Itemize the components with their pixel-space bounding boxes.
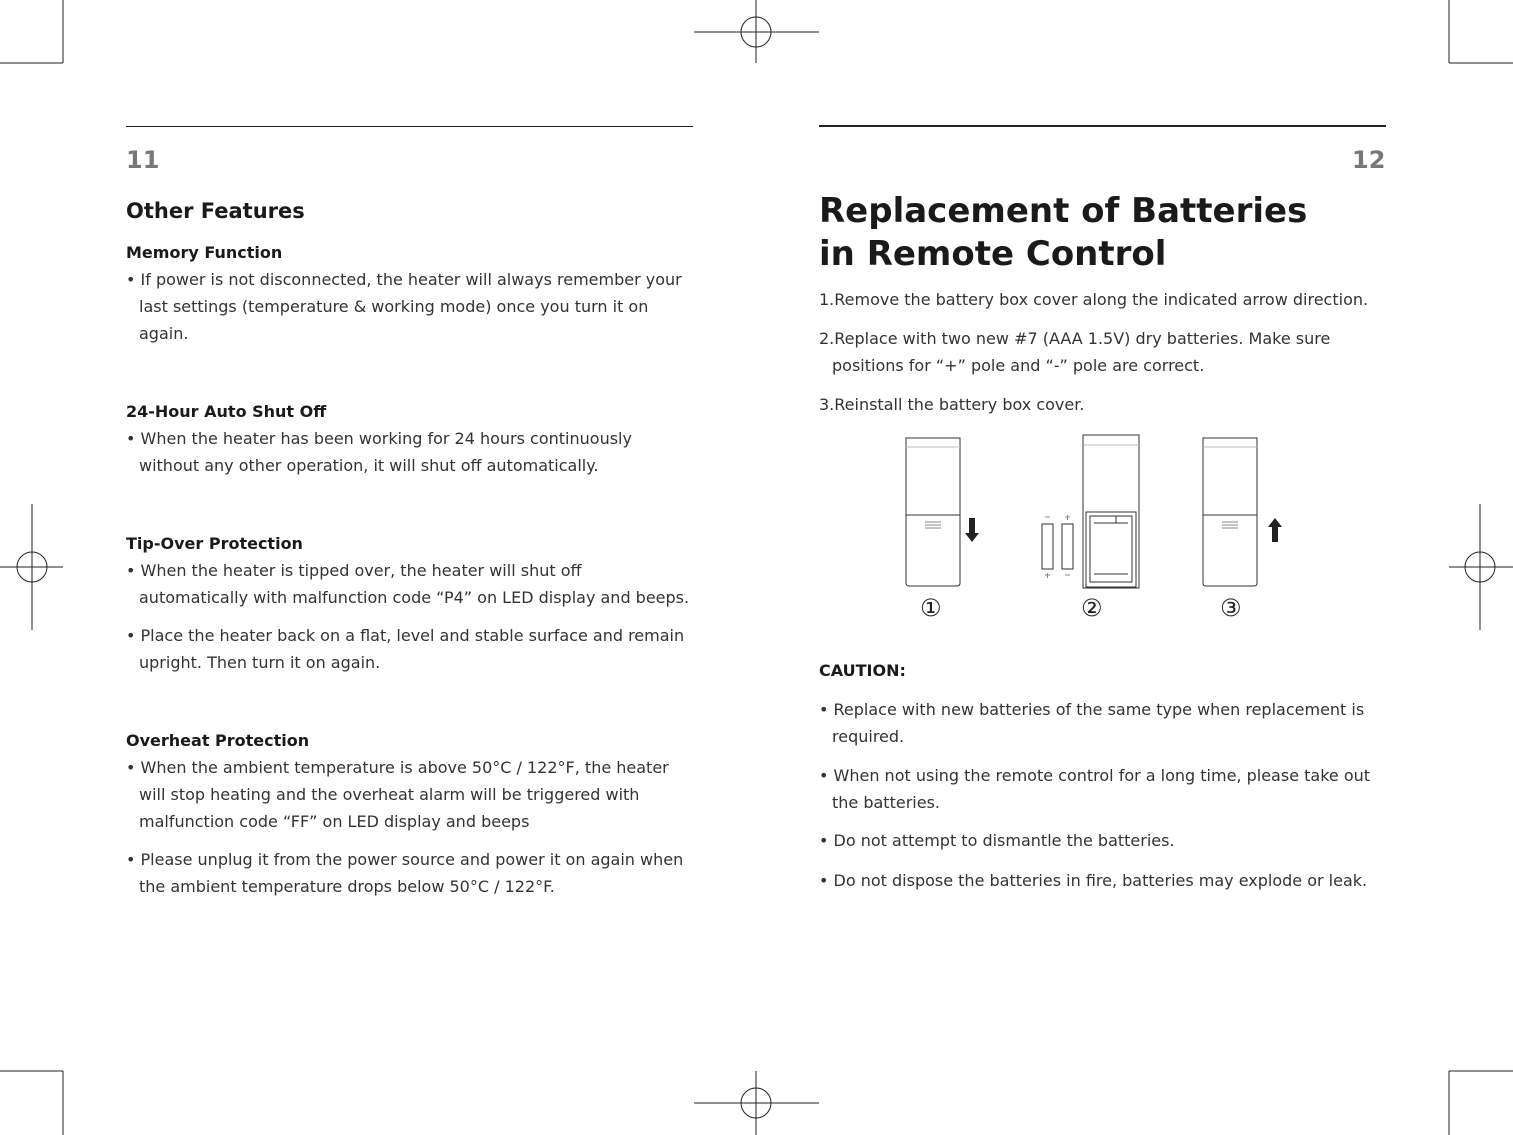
battery-icon [1042,515,1073,578]
caution-bullet: • Do not attempt to dismantle the batteries. [819,831,1175,850]
section-bullet: • When the heater is tipped over, the heater will shut off automatically with malfunction code “P4” on LED display and beeps. [126,561,690,607]
figure-label: ① [920,594,942,622]
step-item: 1.Remove the battery box cover along the indicated arrow direction. [819,290,1369,309]
figure-label: ③ [1220,594,1242,622]
arrow-up-icon [1268,518,1282,542]
section-bullet: • Please unplug it from the power source and power it on again when the ambient temperature drops below 50°C / 122°F. [126,850,684,896]
caution-bullet: • Replace with new batteries of the same type when replacement is required. [819,700,1365,746]
section-bullet: • If power is not disconnected, the heater will always remember your last settings (temperature & working mode) once you turn it on again. [126,270,682,343]
other-features-heading: Other Features [126,199,305,223]
section-title: 24-Hour Auto Shut Off [126,402,327,421]
remote-open-icon [1083,435,1139,588]
battery-replacement-title: Replacement of Batteries in Remote Control [819,191,1308,274]
section-title: Tip-Over Protection [126,534,303,553]
page-number-right: 12 [1352,146,1386,174]
step-item: 2.Replace with two new #7 (AAA 1.5V) dry batteries. Make sure positions for “+” pole and “-” pole are correct. [819,329,1331,375]
left-top-rule [126,126,693,127]
section-bullet: • Place the heater back on a flat, level and stable surface and remain upright. Then turn it on again. [126,626,685,672]
caution-title: CAUTION: [819,661,906,680]
remote-cover-removed-icon [906,438,960,586]
section-title: Memory Function [126,243,283,262]
section-bullet: • When the heater has been working for 24 hours continuously without any other operation, it will shut off automatically. [126,429,632,475]
caution-bullet: • When not using the remote control for a long time, please take out the batteries. [819,766,1371,812]
section-bullet: • When the ambient temperature is above 50°C / 122°F, the heater will stop heating and the overheat alarm will be triggered with malfunction code “FF” on LED display and beeps [126,758,669,831]
caution-bullet: • Do not dispose the batteries in fire, batteries may explode or leak. [819,871,1368,890]
section-title: Overheat Protection [126,731,310,750]
right-top-rule [819,125,1386,127]
step-item: 3.Reinstall the battery box cover. [819,395,1085,414]
page-number-left: 11 [126,146,160,174]
figure-label: ② [1081,594,1103,622]
arrow-down-icon [965,518,979,542]
remote-cover-reinstalled-icon [1203,438,1257,586]
